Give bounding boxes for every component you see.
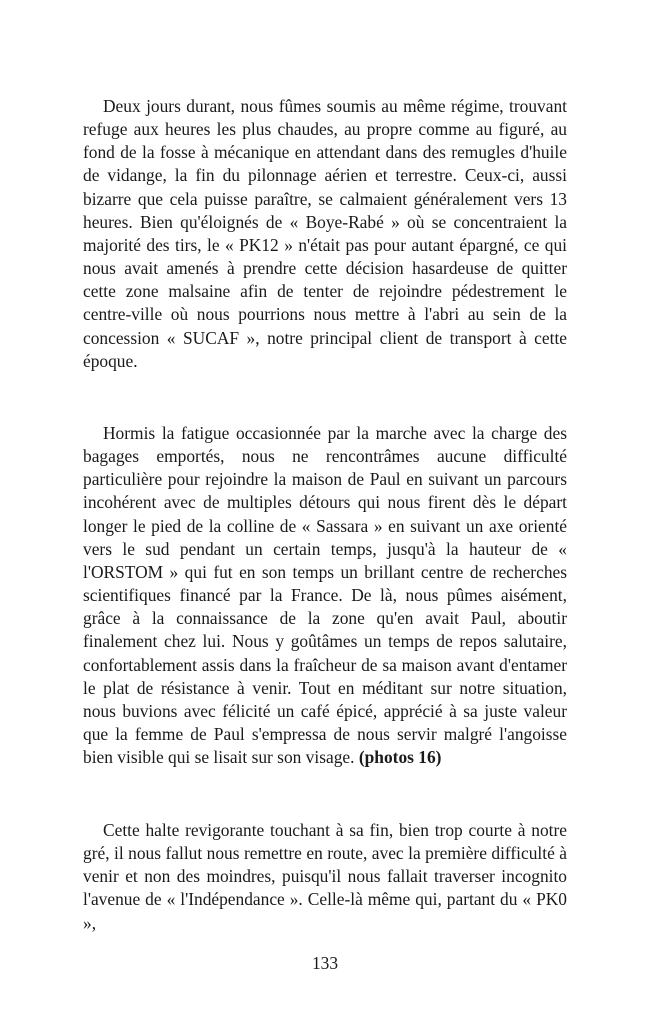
body-text-block-2	[83, 422, 567, 769]
photo-reference: (photos 16)	[358, 747, 442, 768]
body-text-block-1	[83, 95, 567, 373]
paragraph-2	[83, 422, 567, 769]
paragraph-3: Cette halte revigorante touchant à sa fin, bien trop courte à notre gré, il nous fallut nous remettre en route, avec la première difficulté à venir et non des moindres, puisqu'il nous fallait traverser incognito l'avenue de « l'Indépendance ». Celle-là même qui, partant du « PK0 »,	[83, 820, 567, 933]
paragraph-1: Deux jours durant, nous fûmes soumis au même régime, trouvant refuge aux heures les plus chaudes, au propre comme au figuré, au fond de la fosse à mécanique en attendant dans des remugles d'huile de vidange, la fin du pilonnage aérien et terrestre. Ceux-ci, aussi bizarre que cela puisse paraître, se calmaient généralement vers 13 heures. Bien qu'éloignés de « Boye-Rabé » où se concentraient la majorité des tirs, le « PK12 » n'était pas pour autant épargné, ce qui nous avait amenés à prendre cette décision hasardeuse de quitter cette zone malsaine afin de tenter de rejoindre pédestrement le centre-ville où nous pourrions nous mettre à l'abri au sein de la concession « SUCAF », notre principal client de transport à cette époque.	[83, 96, 567, 371]
paragraph-2-text: Hormis la fatigue occasionnée par la marche avec la charge des bagages emportés, nous ne rencontrâmes aucune difficulté particulière pour rejoindre la maison de Paul en suivant un parcours incohérent avec de multiples détours qui nous firent dès le départ longer le pied de la colline de « Sassara » en suivant un axe orienté vers le sud pendant un certain temps, jusqu'à la hauteur de « l'ORSTOM » qui fut en son temps un brillant centre de recherches scientifiques financé par la France. De là, nous pûmes aisément, grâce à la connaissance de la zone qu'en avait Paul, aboutir finalement chez lui. Nous y goûtâmes un temps de repos salutaire, confortablement assis dans la fraîcheur de sa maison avant d'entamer le plat de résistance à venir. Tout en méditant sur notre situation, nous buvions avec félicité un café épicé, apprécié à sa juste valeur que la femme de Paul s'empressa de nous servir malgré l'angoisse bien visible qui se lisait sur son visage.	[83, 423, 567, 768]
page-number: 133	[311, 953, 339, 973]
body-text-block-3	[83, 819, 567, 935]
